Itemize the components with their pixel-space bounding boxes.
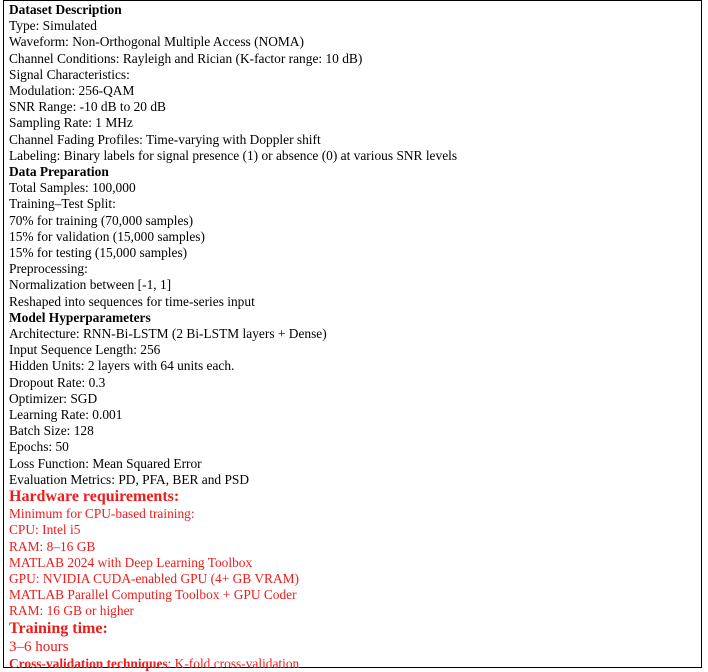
dataset-heading: Dataset Description [9,2,122,17]
hardware-line: MATLAB Parallel Computing Toolbox + GPU Coder [9,587,297,603]
preparation-line: Normalization between [-1, 1] [9,277,172,293]
hyperparameter-line: Loss Function: Mean Squared Error [9,455,202,471]
dataset-line: Signal Characteristics: [9,66,130,82]
dataset-line: Modulation: 256-QAM [9,83,135,99]
preparation-heading: Data Preparation [9,164,109,180]
training-time-heading: Training time: [9,619,108,637]
cross-validation-line [9,656,701,672]
hyperparameter-line: Optimizer: SGD [9,390,98,406]
preparation-line: Training–Test Split: [9,196,116,212]
hyperparameter-line: Input Sequence Length: 256 [9,342,161,358]
preparation-line: 15% for testing (15,000 samples) [9,245,188,261]
hyperparameter-line: Batch Size: 128 [9,423,94,439]
preparation-line: 15% for validation (15,000 samples) [9,228,205,244]
hyperparameter-line: Hidden Units: 2 layers with 64 units each. [9,358,235,374]
hardware-line: Minimum for CPU-based training: [9,506,195,522]
dataset-line: Waveform: Non-Orthogonal Multiple Access (NOMA) [9,34,304,50]
dataset-line: SNR Range: -10 dB to 20 dB [9,99,166,115]
specification-table [3,0,702,671]
hardware-line: CPU: Intel i5 [9,522,81,538]
hardware-line: RAM: 8–16 GB [9,538,96,554]
dataset-line: Type: Simulated [9,18,97,34]
dataset-line: Channel Fading Profiles: Time-varying with Doppler shift [9,131,321,147]
dataset-line: Sampling Rate: 1 MHz [9,115,133,131]
hardware-heading: Hardware requirements: [9,488,180,506]
dataset-line: Labeling: Binary labels for signal presence (1) or absence (0) at various SNR levels [9,147,458,163]
cross-validation-value: : K-fold cross-validation [167,655,300,671]
hyperparameter-line: Evaluation Metrics: PD, PFA, BER and PSD [9,471,250,487]
training-time-value: 3–6 hours [9,638,69,655]
preparation-line: Preprocessing: [9,261,88,277]
hardware-line: RAM: 16 GB or higher [9,603,134,619]
hardware-line: MATLAB 2024 with Deep Learning Toolbox [9,554,253,570]
preparation-line: 70% for training (70,000 samples) [9,212,194,228]
hyperparameter-line: Learning Rate: 0.001 [9,407,123,423]
hyperparameter-line: Epochs: 50 [9,439,69,455]
preparation-line: Total Samples: 100,000 [9,180,136,196]
hyperparameter-line: Dropout Rate: 0.3 [9,374,106,390]
dataset-line: Channel Conditions: Rayleigh and Rician (K-factor range: 10 dB) [9,50,363,66]
hyperparameter-line: Architecture: RNN-Bi-LSTM (2 Bi-LSTM layers + Dense) [9,326,327,342]
hardware-line: GPU: NVIDIA CUDA-enabled GPU (4+ GB VRAM) [9,570,299,586]
cross-validation-label: Cross-validation techniques [9,655,168,671]
preparation-line: Reshaped into sequences for time-series input [9,293,255,309]
hyperparameters-heading: Model Hyperparameters [9,309,151,325]
